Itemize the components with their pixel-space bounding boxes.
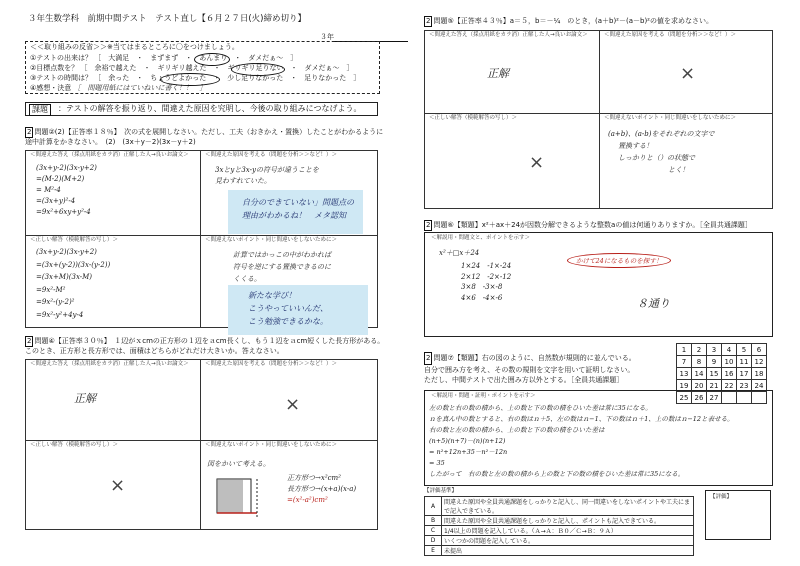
- cell-label: ＜間違えないポイント・同じ間違いをしないために＞: [604, 115, 737, 121]
- q5-point-cell: [599, 113, 773, 209]
- q4-correct-mark: 正解: [74, 392, 96, 405]
- q5-point-text: (a+b)、(a-b)をそれぞれの文字で 置換する！ しっかりと（）の状態で とく！: [608, 130, 715, 174]
- teacher-note-2: 新たな学び！ こうやっていいんだ、 こう勉強できるかな。: [228, 285, 368, 335]
- q2-correct-cell: [25, 235, 201, 328]
- q7-box: [424, 390, 773, 486]
- circle-mark: [231, 63, 285, 76]
- q2-wrong-cell: [25, 150, 201, 236]
- task-bar: [25, 102, 378, 116]
- q2-reason-text: 3xとyと3x-yの符号が違うことを 見わすれていた。: [215, 166, 319, 185]
- grade-stamp-box: 【評価】: [705, 490, 771, 540]
- class-label: ３年: [320, 33, 334, 41]
- cell-label: ＜間違えた原因を考える（問題を分析＞＞など！）＞: [205, 152, 338, 158]
- q2-heading: 2 問題②(2)【正答率１８％】 次の式を展開しなさい。ただし、工夫（おきかえ・置換）したことがわかるように 途中計算をかきなさい。 (2) (3x＋y－2)(3x－y＋2): [25, 128, 384, 146]
- cell-label: ＜間違えないポイント・同じ間違いをしないために＞: [205, 442, 338, 448]
- cell-label: ＜間違えた答え（採点用紙をカラ消）正解した人→良いお論文＞: [30, 361, 189, 367]
- q5-correct-cell: [424, 113, 600, 209]
- q7-heading: 2 問題⑦【類題】右の図のように、自然数が規則的に並んでいる。 自分で囲み方を考え、その数の規則を文字を用いて証明しなさい。 ただし、中間テストで出た囲み方以外とする。［全員共通課題］: [424, 354, 636, 384]
- reflection-title: ＜＜取り組みの反省＞＞※当てはまるところに〇をつけましょう。: [30, 43, 239, 51]
- q6-answer: ８通り: [637, 297, 670, 310]
- cell-label: ＜解説用・問題・証明・ポイントを示す＞: [431, 393, 536, 399]
- q6-heading: 2 問題⑥【類題】x²＋ax＋24が因数分解できるような整数aの値は何通りありますか。［全員共通課題］: [426, 221, 752, 229]
- cell-label: ＜正しい解答（模範解答の写し）＞: [30, 442, 119, 448]
- q5-reason-cell: [599, 30, 773, 114]
- reflection-box: [25, 41, 380, 94]
- cell-label: ＜間違えた答え（採点用紙をカラ消）正解した人→良いお論文＞: [30, 152, 189, 158]
- cell-label: ＜間違えた原因を考える（問題を分析＞＞など！）＞: [205, 361, 338, 367]
- cell-label: ＜間違えないポイント・同じ間違いをしないために＞: [205, 237, 338, 243]
- q2-correct-work: (3x+y-2)(3x-y+2) =(3x+(y-2))(3x-(y-2)) =(3x+M)(3x-M) =9x²-M² =9x²-(y-2)² =9x²-y²+4y-4: [36, 248, 111, 319]
- cell-label: ＜解説用・問題文と、ポイントを示す＞: [431, 235, 531, 241]
- number-grid: 1 2 3 4 5 6 7 8 9 10 11 12 13 14 15 16 17 18 19 20 21 22 23 24 25 26 27: [676, 343, 767, 404]
- q7-proof: 左の数と右の数の積から、上の数と下の数の積をひいた差は常に35になる。 ｎを真ん中の数とすると、右の数はｎ＋5、左の数はｎ−1、下の数はｎ＋1、上の数はｎ−12と表せる。 右の数と左の数の積から、上の数と下の数の積をひいた差は (n+5)(n+7)－(n)(n+12) = n²+12n+35－n²－12n = 35 したがって 右の数と左の数の積から上の数と下の数の積をひいた差は常に35になる。: [429, 404, 734, 478]
- q6-box: [424, 232, 773, 337]
- q5-heading: 2 問題⑤【正答率４３％】a＝５，b＝－¼ のとき，(a＋b)²－(a－b)²の値を求めなさい。: [426, 17, 713, 25]
- circle-mark: [194, 53, 230, 66]
- q4-correct-cell: [25, 440, 201, 530]
- q6-factor-pairs: 1×24 -1×-24 2×12 -2×-12 3×8 -3×-8 4×6 -4×-6: [461, 262, 512, 302]
- reflection-row-1: ①テストの出来は？ ［ 大満足 ・ まずまず ・ あんまり ・ ダメだぁ〜 ］: [30, 54, 298, 62]
- q5-correct-mark: 正解: [487, 67, 509, 80]
- q4-heading: 2 問題④【正答率３０％】 １辺がｘcmの正方形の１辺をａcm長くし、もう１辺をａcm短くした長方形がある。 このとき、正方形と長方形では、面積はどちらがどれだけ大きいか。答えなさい。: [25, 337, 385, 355]
- cross-mark-icon: ×: [680, 63, 696, 84]
- cell-label: ＜間違えた答え（採点用紙をカラ消）正解した人→良いお論文＞: [429, 32, 588, 38]
- q6-hint-bubble: かけて24になるものを探す！: [567, 253, 671, 268]
- q2-wrong-work: (3x+y-2)(3x-y+2) =(M-2)(M+2) = M²-4 =(3x+y)²-4 =9x²+6xy+y²-4: [36, 164, 97, 216]
- cell-label: ＜間違えた原因を考える（問題を分析＞＞など！）＞: [604, 32, 737, 38]
- cell-label: ＜正しい解答（模範解答の写し）＞: [30, 237, 119, 243]
- q4-figure-caption: 図をかいて考える。: [207, 460, 270, 468]
- page-title: ３年生数学科 前期中間テスト テスト直し【６月２７日(火)締め切り】: [28, 14, 306, 24]
- reflection-row-2: ②目標点数を？ ［ 余裕で越えた ・ ギリギリ越えた ・ ギリギリ足りない ・ ダメだぁ〜 ］: [30, 64, 354, 72]
- circle-mark: [160, 73, 220, 86]
- q6-expression: x²＋□x＋24: [439, 249, 480, 257]
- reflection-row-4: ④感想・決意 ［ 問題用紙にはていねいに書く！！ ］: [30, 84, 207, 92]
- task-tag: 課題: [29, 104, 51, 116]
- q4-point-cell: [200, 440, 378, 530]
- cell-label: ＜正しい解答（模範解答の写し）＞: [429, 115, 518, 121]
- area-diagram: [211, 473, 266, 528]
- task-text: ：テストの解答を振り返り、間違えた原因を究明し、今後の取り組みにつなげよう。: [58, 104, 362, 113]
- cross-mark-icon: ×: [285, 394, 301, 415]
- q4-reason-cell: [200, 359, 378, 441]
- q5-wrong-cell: [424, 30, 600, 114]
- teacher-note-1: 自分のできていない」問題点の 理由がわかるね！ メタ認知: [228, 190, 363, 234]
- cross-mark-icon: ×: [110, 475, 126, 496]
- q4-figure-text: 正方形つ→x²cm² 長方形つ→(x+a)(x-a) =(x²-a²)cm²: [287, 474, 357, 504]
- q4-wrong-cell: [25, 359, 201, 441]
- evaluation-table: A 間違えた原因や全員共通課題をしっかりと記入し、同一間違いをしないポイントや工夫にまで記入できている。 B 間違えた原因や全員共通課題をしっかりと記入し、ポイントも記入できている。 C 1/4以上の問題を記入している。（Ａ→Ａ：Ｂ０／Ｃ→Ｂ：９Ａ） D いくつかの問題を記入している。 E 未提出: [424, 496, 694, 556]
- cross-mark-icon: ×: [529, 152, 545, 173]
- q2-point-text: 計算ではかっこの中がわかれば 符号を逆にする置換できるのに くくる。: [233, 251, 331, 283]
- reflection-row-3: ③テストの時間は？ ［ 余った ・ ちょうどよかった ・ 少し足りなかった ・ 足りなかった ］: [30, 74, 361, 82]
- evaluation-title: 【評価基準】: [424, 488, 458, 494]
